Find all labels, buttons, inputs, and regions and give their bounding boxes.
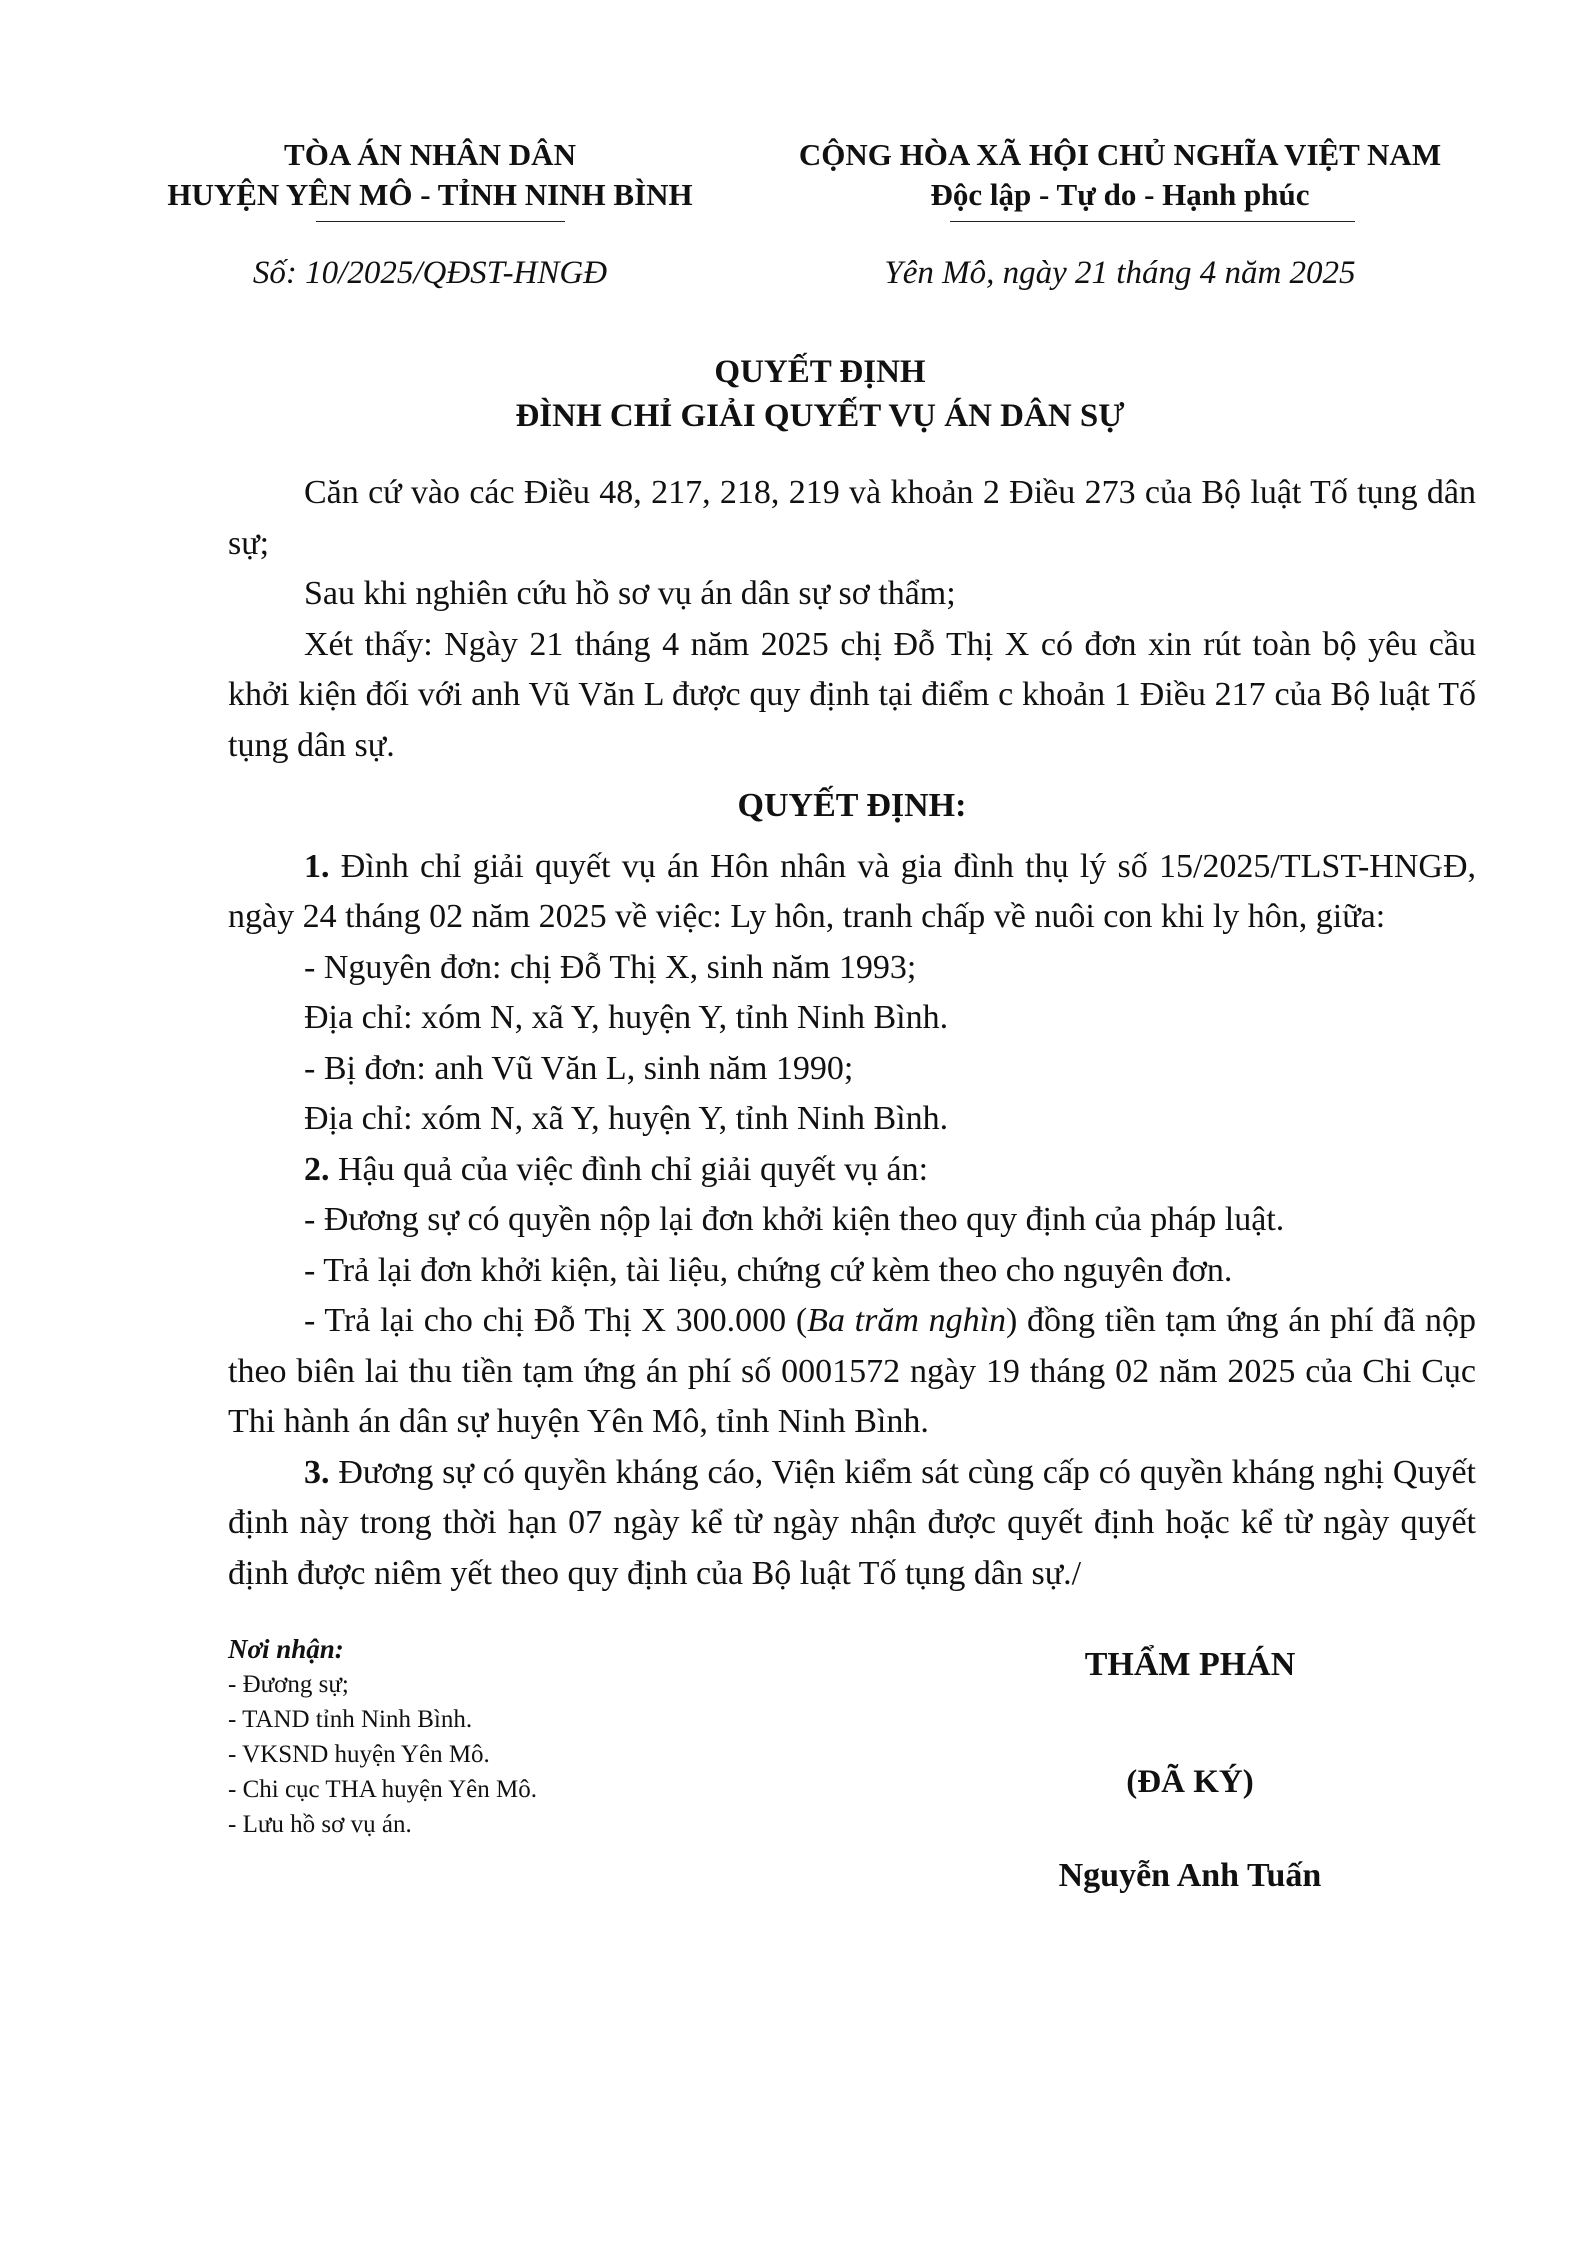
refund-text-start: - Trả lại cho chị Đỗ Thị X 300.000 ( bbox=[304, 1302, 808, 1339]
court-header-underline bbox=[316, 221, 565, 222]
place-date: Yên Mô, ngày 21 tháng 4 năm 2025 bbox=[884, 255, 1356, 291]
signed-mark: (ĐÃ KÝ) bbox=[1126, 1764, 1254, 1800]
recipients-block bbox=[228, 1632, 788, 1842]
recipient-item: - TAND tỉnh Ninh Bình. bbox=[228, 1706, 473, 1733]
refund-amount-words: Ba trăm nghìn bbox=[807, 1302, 1007, 1339]
court-location: HUYỆN YÊN MÔ - TỈNH NINH BÌNH bbox=[167, 177, 693, 212]
motto-underline bbox=[950, 221, 1355, 222]
recipients-heading: Nơi nhận: bbox=[228, 1634, 344, 1664]
item-text: Hậu quả của việc đình chỉ giải quyết vụ án: bbox=[338, 1150, 929, 1188]
recipient-item: - Đương sự; bbox=[228, 1671, 349, 1698]
plaintiff-address: Địa chỉ: xóm N, xã Y, huyện Y, tỉnh Ninh Bình. bbox=[304, 999, 949, 1036]
recipient-item: - Lưu hồ sơ vụ án. bbox=[228, 1811, 412, 1838]
item-text: Đương sự có quyền kháng cáo, Viện kiểm sát cùng cấp có quyền kháng nghị Quyết định này trong thời hạn 07 ngày kể từ ngày nhận được quyết định hoặc kể từ ngày quyết định được niêm yết theo quy định của Bộ luật Tố tụng dân sự./ bbox=[228, 1453, 1477, 1592]
title-line-2: ĐÌNH CHỈ GIẢI QUYẾT VỤ ÁN DÂN SỰ bbox=[515, 398, 1125, 434]
national-header bbox=[770, 135, 1470, 215]
national-motto: Độc lập - Tự do - Hạnh phúc bbox=[930, 177, 1310, 212]
defendant-line: - Bị đơn: anh Vũ Văn L, sinh năm 1990; bbox=[304, 1049, 854, 1087]
item-text: Đình chỉ giải quyết vụ án Hôn nhân và gia đình thụ lý số 15/2025/TLST-HNGĐ, ngày 24 tháng 02 năm 2025 về việc: Ly hôn, tranh chấp về nuôi con khi ly hôn, giữa: bbox=[228, 847, 1477, 935]
court-header bbox=[130, 135, 730, 215]
consequence-2: - Trả lại đơn khởi kiện, tài liệu, chứng cứ kèm theo cho nguyên đơn. bbox=[304, 1251, 1233, 1289]
signer-name: Nguyễn Anh Tuấn bbox=[1058, 1857, 1322, 1894]
decision-item-1 bbox=[228, 842, 1476, 943]
decision-item-3 bbox=[228, 1448, 1476, 1600]
preamble-review: Sau khi nghiên cứu hồ sơ vụ án dân sự sơ thẩm; bbox=[304, 575, 956, 612]
signer-role: THẨM PHÁN bbox=[1084, 1646, 1296, 1683]
title-line-1: QUYẾT ĐỊNH bbox=[714, 354, 926, 390]
plaintiff-line: - Nguyên đơn: chị Đỗ Thị X, sinh năm 1993; bbox=[304, 948, 917, 986]
preamble-finding: Xét thấy: Ngày 21 tháng 4 năm 2025 chị Đỗ Thị X có đơn xin rút toàn bộ yêu cầu khởi kiện đối với anh Vũ Văn L được quy định tại điểm c khoản 1 Điều 217 của Bộ luật Tố tụng dân sự. bbox=[228, 625, 1476, 764]
court-name: TÒA ÁN NHÂN DÂN bbox=[284, 137, 576, 172]
consequence-3 bbox=[228, 1296, 1476, 1448]
document-title bbox=[160, 350, 1480, 438]
decision-heading: QUYẾT ĐỊNH: bbox=[737, 787, 967, 824]
refund-text-end: ) đồng tiền tạm ứng án phí đã nộp theo biên lai thu tiền tạm ứng án phí số 0001572 ngày 19 tháng 02 năm 2025 của Chi Cục Thi hành án dân sự huyện Yên Mô, tỉnh Ninh Bình. bbox=[228, 1302, 1476, 1440]
nation-name: CỘNG HÒA XÃ HỘI CHỦ NGHĨA VIỆT NAM bbox=[798, 137, 1442, 172]
consequence-1: - Đương sự có quyền nộp lại đơn khởi kiện theo quy định của pháp luật. bbox=[304, 1201, 1285, 1238]
recipient-item: - VKSND huyện Yên Mô. bbox=[228, 1741, 490, 1768]
item-number: 1. bbox=[304, 847, 330, 885]
decision-item-2 bbox=[228, 1145, 1476, 1196]
defendant-address: Địa chỉ: xóm N, xã Y, huyện Y, tỉnh Ninh Bình. bbox=[304, 1100, 949, 1137]
signature-block bbox=[960, 1632, 1420, 1895]
item-number: 2. bbox=[304, 1150, 330, 1188]
recipient-item: - Chi cục THA huyện Yên Mô. bbox=[228, 1776, 537, 1803]
document-body bbox=[228, 468, 1476, 1599]
document-number: Số: 10/2025/QĐST-HNGĐ bbox=[252, 255, 608, 291]
item-number: 3. bbox=[304, 1453, 330, 1491]
preamble-legal-basis: Căn cứ vào các Điều 48, 217, 218, 219 và khoản 2 Điều 273 của Bộ luật Tố tụng dân sự; bbox=[228, 474, 1476, 562]
